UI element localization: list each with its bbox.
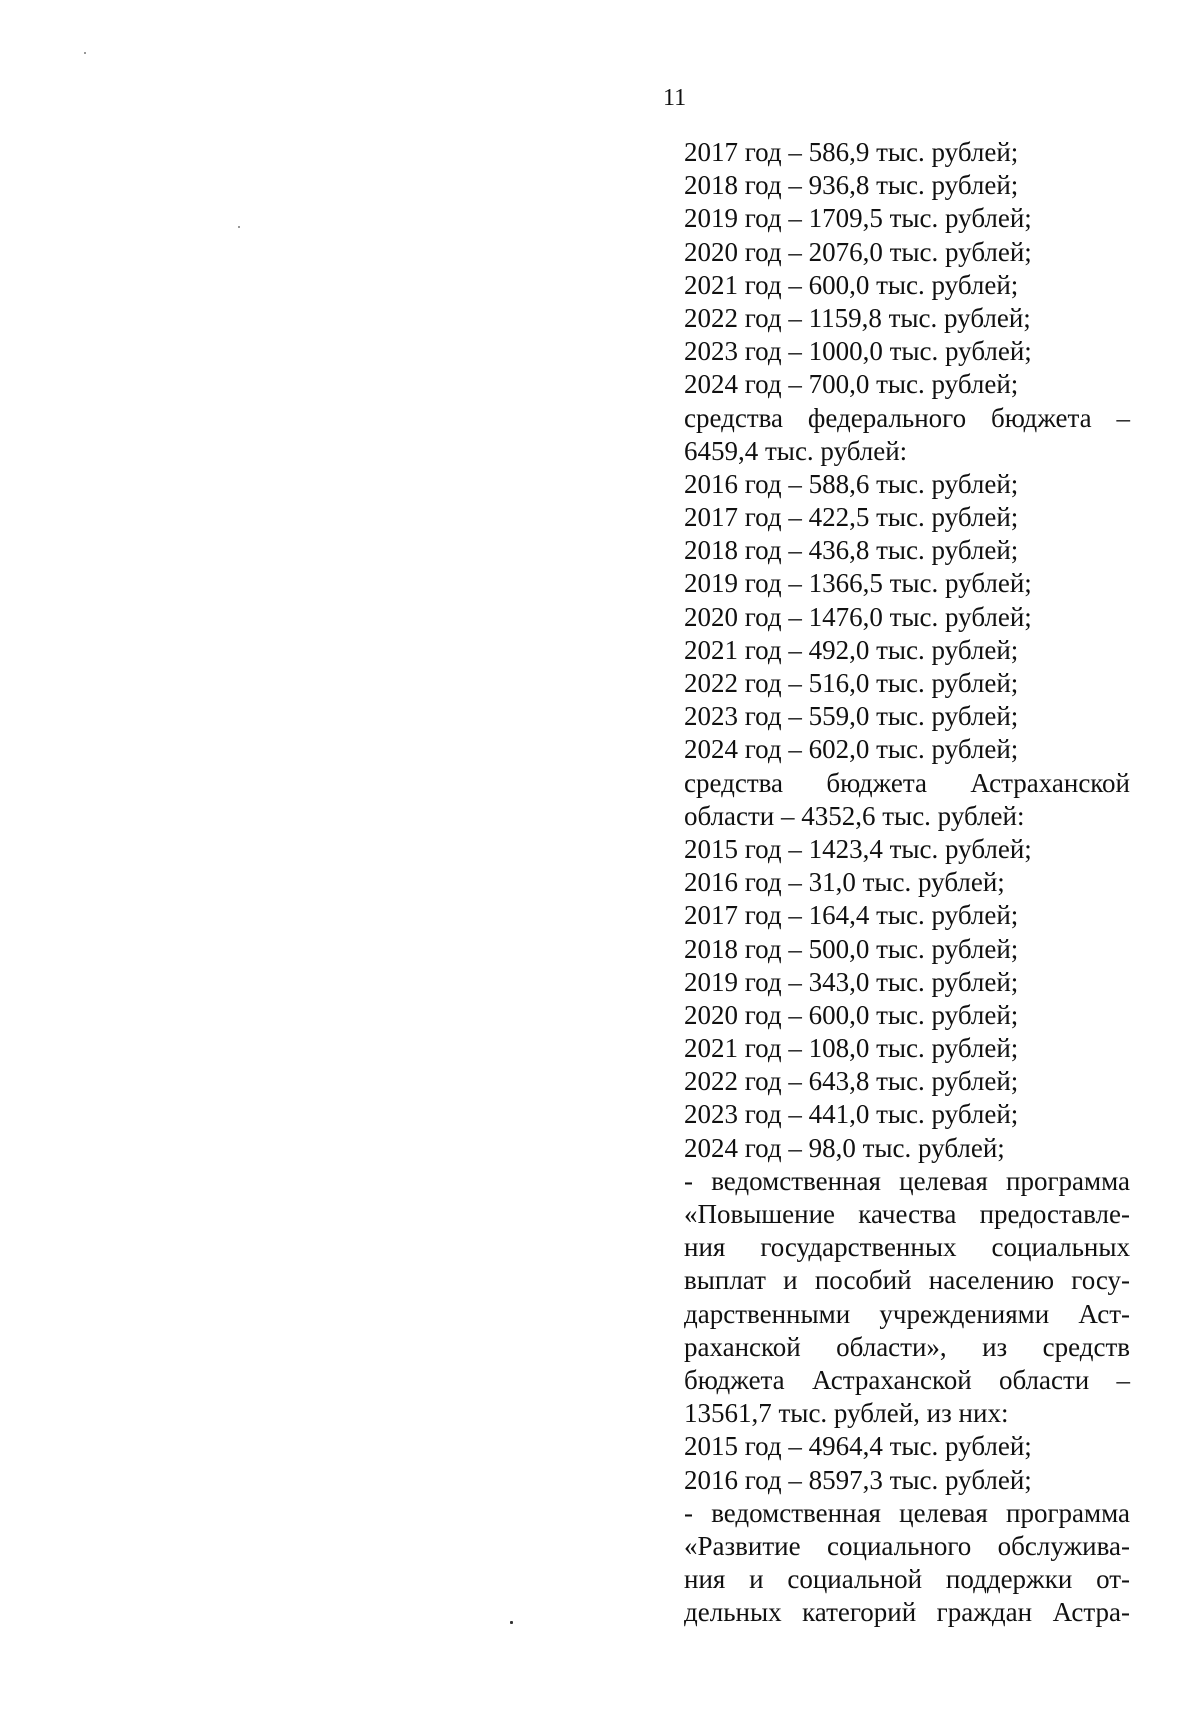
text-line: 2024 год – 602,0 тыс. рублей;: [684, 734, 1019, 765]
text-line: 2023 год – 559,0 тыс. рублей;: [684, 701, 1019, 732]
text-line: дельных категорий граждан Астра-: [684, 1597, 1130, 1628]
text-line: 2022 год – 1159,8 тыс. рублей;: [684, 302, 1031, 333]
text-column: [684, 136, 1130, 1629]
text-line: 2023 год – 441,0 тыс. рублей;: [684, 1099, 1019, 1130]
text-line: 2017 год – 586,9 тыс. рублей;: [684, 137, 1019, 167]
text-line: ния государственных социальных: [684, 1232, 1130, 1263]
text-line: 2021 год – 492,0 тыс. рублей;: [684, 634, 1019, 665]
text-line: 2021 год – 108,0 тыс. рублей;: [684, 1033, 1019, 1064]
text-line: бюджета Астраханской области –: [684, 1364, 1130, 1395]
text-line: области – 4352,6 тыс. рублей:: [684, 800, 1025, 831]
text-line: 6459,4 тыс. рублей:: [684, 435, 908, 466]
text-line: ния и социальной поддержки от-: [684, 1564, 1130, 1595]
text-line: 2016 год – 8597,3 тыс. рублей;: [684, 1464, 1032, 1495]
text-line: 2017 год – 164,4 тыс. рублей;: [684, 900, 1019, 931]
text-line: 2018 год – 436,8 тыс. рублей;: [684, 535, 1019, 566]
text-line: 2018 год – 936,8 тыс. рублей;: [684, 170, 1019, 201]
text-line: 2015 год – 4964,4 тыс. рублей;: [684, 1431, 1032, 1462]
text-line: 2020 год – 600,0 тыс. рублей;: [684, 999, 1019, 1030]
scan-speck: [84, 52, 86, 54]
text-line: - ведомственная целевая программа: [684, 1497, 1130, 1528]
text-line: 2022 год – 516,0 тыс. рублей;: [684, 668, 1019, 698]
text-line: 2024 год – 98,0 тыс. рублей;: [684, 1132, 1005, 1163]
text-line: дарственными учреждениями Аст-: [684, 1298, 1130, 1329]
text-line: «Развитие социального обслужива-: [684, 1530, 1130, 1561]
text-line: 2016 год – 588,6 тыс. рублей;: [684, 468, 1019, 499]
text-line: 2021 год – 600,0 тыс. рублей;: [684, 269, 1019, 300]
text-line: 2023 год – 1000,0 тыс. рублей;: [684, 336, 1032, 367]
text-line: 2019 год – 343,0 тыс. рублей;: [684, 966, 1019, 997]
text-line: 2015 год – 1423,4 тыс. рублей;: [684, 833, 1032, 864]
scan-speck: [238, 226, 240, 228]
text-line: 2017 год – 422,5 тыс. рублей;: [684, 502, 1019, 533]
text-line: «Повышение качества предоставле-: [684, 1199, 1130, 1229]
text-line: средства бюджета Астраханской: [684, 767, 1130, 798]
text-line: 2019 год – 1366,5 тыс. рублей;: [684, 568, 1032, 599]
scan-speck: [510, 1621, 513, 1624]
text-line: средства федерального бюджета –: [684, 402, 1130, 433]
text-line: - ведомственная целевая программа: [684, 1165, 1130, 1196]
text-line: 2016 год – 31,0 тыс. рублей;: [684, 867, 1005, 898]
page-number: 11: [663, 85, 687, 111]
text-line: 2018 год – 500,0 тыс. рублей;: [684, 933, 1019, 964]
text-line: 2019 год – 1709,5 тыс. рублей;: [684, 203, 1032, 234]
text-line: 2020 год – 1476,0 тыс. рублей;: [684, 601, 1032, 632]
text-line: 2022 год – 643,8 тыс. рублей;: [684, 1066, 1019, 1097]
text-line: раханской области», из средств: [684, 1331, 1130, 1362]
text-line: 2020 год – 2076,0 тыс. рублей;: [684, 236, 1032, 267]
text-line: выплат и пособий населению госу-: [684, 1265, 1130, 1296]
text-line: 2024 год – 700,0 тыс. рублей;: [684, 369, 1019, 400]
text-line: 13561,7 тыс. рублей, из них:: [684, 1398, 1009, 1429]
